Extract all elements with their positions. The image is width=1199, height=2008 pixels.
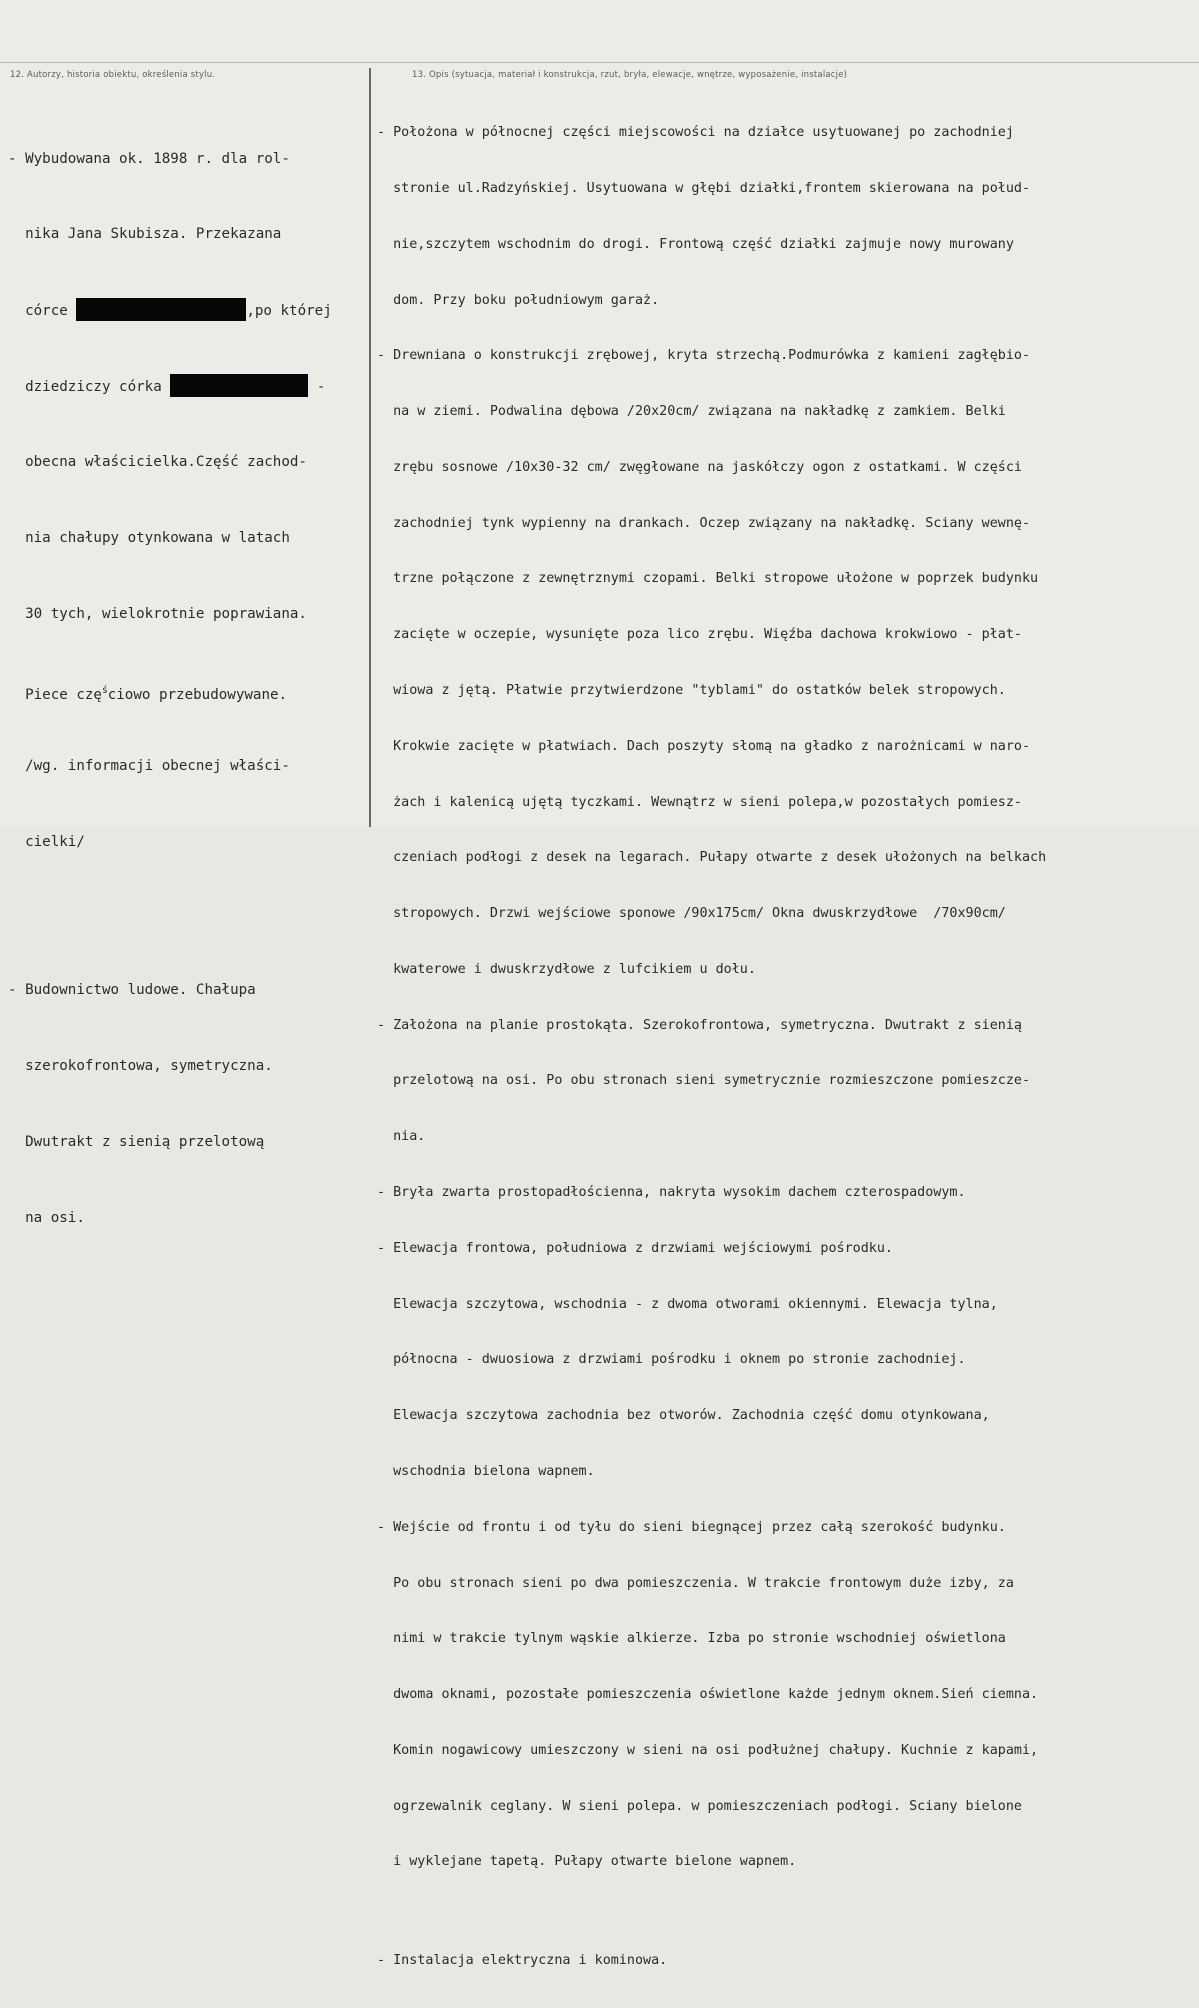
history-line: córce ,po której xyxy=(8,298,364,323)
history-line: nika Jana Skubisza. Przekazana xyxy=(8,226,282,243)
history-line: /wg. informacji obecnej właści- xyxy=(8,757,290,774)
redaction-box xyxy=(76,298,246,321)
description-line: dom. Przy boku południowym garaż. xyxy=(377,292,660,308)
description-line: północna - dwuosiowa z drzwiami pośrodku i oknem po stronie zachodniej. xyxy=(377,1352,966,1368)
style-line: na osi. xyxy=(8,1209,85,1226)
history-line: nia chałupy otynkowana w latach xyxy=(8,530,290,547)
description-line: zrębu sosnowe /10x30-32 cm/ zwęgłowane na jaskółczy ogon z ostatkami. W części xyxy=(377,459,1022,475)
description-line: stronie ul.Radzyńskiej. Usytuowana w głębi działki,frontem skierowana na połud- xyxy=(377,180,1031,196)
style-line: Dwutrakt z sienią przelotową xyxy=(8,1133,265,1150)
description-line: i wyklejane tapetą. Pułapy otwarte bielone wapnem. xyxy=(377,1854,797,1870)
paragraph-gap xyxy=(377,1909,1199,1915)
section-12-header: 12. Autorzy, historia obiektu, określenia stylu. xyxy=(10,70,216,80)
description-line: trzne połączone z zewnętrznymi czopami. Belki stropowe ułożone w poprzek budynku xyxy=(377,571,1039,587)
description-line: kwaterowe i dwuskrzydłowe z lufcikiem u dołu. xyxy=(377,961,756,977)
description-line: Krokwie zacięte w płatwiach. Dach poszyty słomą na gładko z narożnicami w naro- xyxy=(377,738,1031,754)
description-line: - Instalacja elektryczna i kominowa. xyxy=(377,1953,668,1969)
description-line: nimi w trakcie tylnym wąskie alkierze. Izba po stronie wschodniej oświetlona xyxy=(377,1631,1006,1647)
description-line: Komin nogawicowy umieszczony w sieni na osi podłużnej chałupy. Kuchnie z kapami, xyxy=(377,1742,1039,1758)
style-line: szerokofrontowa, symetryczna. xyxy=(8,1057,273,1074)
description-line: wschodnia bielona wapnem. xyxy=(377,1463,595,1479)
description-line: - Położona w północnej części miejscowości na działce usytuowanej po zachodniej xyxy=(377,125,1014,141)
description-line: - Wejście od frontu i od tyłu do sieni biegnącej przez całą szerokość budynku. xyxy=(377,1519,1006,1535)
history-line: - Wybudowana ok. 1898 r. dla rol- xyxy=(8,150,290,167)
description-line: na w ziemi. Podwalina dębowa /20x20cm/ związana na nakładkę z zamkiem. Belki xyxy=(377,404,1006,420)
description-line: Elewacja szczytowa zachodnia bez otworów. Zachodnia część domu otynkowana, xyxy=(377,1408,990,1424)
section-13-header: 13. Opis (sytuacja, materiał i konstrukcja, rzut, bryła, elewacje, wnętrze, wyposażenie, instalacje) xyxy=(412,70,848,80)
redaction-box xyxy=(170,374,308,397)
top-rule xyxy=(0,62,1199,63)
description-line: dwoma oknami, pozostałe pomieszczenia oświetlone każde jednym oknem.Sień ciemna. xyxy=(377,1687,1039,1703)
history-line: obecna właścicielka.Część zachod- xyxy=(8,454,307,471)
description-line: przelotową na osi. Po obu stronach sieni symetrycznie rozmieszczone pomieszcze- xyxy=(377,1073,1031,1089)
description-line: ogrzewalnik ceglany. W sieni polepa. w pomieszczeniach podłogi. Sciany bielone xyxy=(377,1798,1022,1814)
history-line: cielki/ xyxy=(8,833,85,850)
history-column xyxy=(8,96,364,1282)
description-line: - Drewniana o konstrukcji zrębowej, kryta strzechą.Podmurówka z kamieni zagłębio- xyxy=(377,348,1031,364)
description-line: żach i kalenicą ujętą tyczkami. Wewnątrz w sieni polepa,w pozostałych pomiesz- xyxy=(377,794,1022,810)
paragraph-gap xyxy=(8,906,364,928)
description-line: - Elewacja frontowa, południowa z drzwiami wejściowymi pośrodku. xyxy=(377,1240,893,1256)
history-line: 30 tych, wielokrotnie poprawiana. xyxy=(8,605,307,622)
description-line: - Bryła zwarta prostopadłościenna, nakryta wysokim dachem czterospadowym. xyxy=(377,1185,966,1201)
history-line: Piece czę$^ś$ciowo przebudowywane. xyxy=(8,684,288,703)
description-line: stropowych. Drzwi wejściowe sponowe /90x175cm/ Okna dwuskrzydłowe /70x90cm/ xyxy=(377,906,1006,922)
column-divider xyxy=(369,68,371,827)
description-line: Po obu stronach sieni po dwa pomieszczenia. W trakcie frontowym duże izby, za xyxy=(377,1575,1014,1591)
description-line: nie,szczytem wschodnim do drogi. Frontową część działki zajmuje nowy murowany xyxy=(377,236,1014,252)
description-line: zachodniej tynk wypienny na drankach. Oczep związany na nakładkę. Sciany wewnę- xyxy=(377,515,1031,531)
description-line: nia. xyxy=(377,1129,426,1145)
style-line: - Budownictwo ludowe. Chałupa xyxy=(8,982,256,999)
description-line: Elewacja szczytowa, wschodnia - z dwoma otworami okiennymi. Elewacja tylna, xyxy=(377,1296,998,1312)
description-line: zacięte w oczepie, wysunięte poza lico zrębu. Więźba dachowa krokwiowo - płat- xyxy=(377,627,1022,643)
description-column xyxy=(377,87,1199,2008)
description-line: - Założona na planie prostokąta. Szerokofrontowa, symetryczna. Dwutrakt z sienią xyxy=(377,1017,1022,1033)
history-line: dziedziczy córka - xyxy=(8,374,364,399)
description-line: wiowa z jętą. Płatwie przytwierdzone "tyblami" do ostatków belek stropowych. xyxy=(377,683,1006,698)
description-line: czeniach podłogi z desek na legarach. Pułapy otwarte z desek ułożonych na belkach xyxy=(377,850,1047,866)
